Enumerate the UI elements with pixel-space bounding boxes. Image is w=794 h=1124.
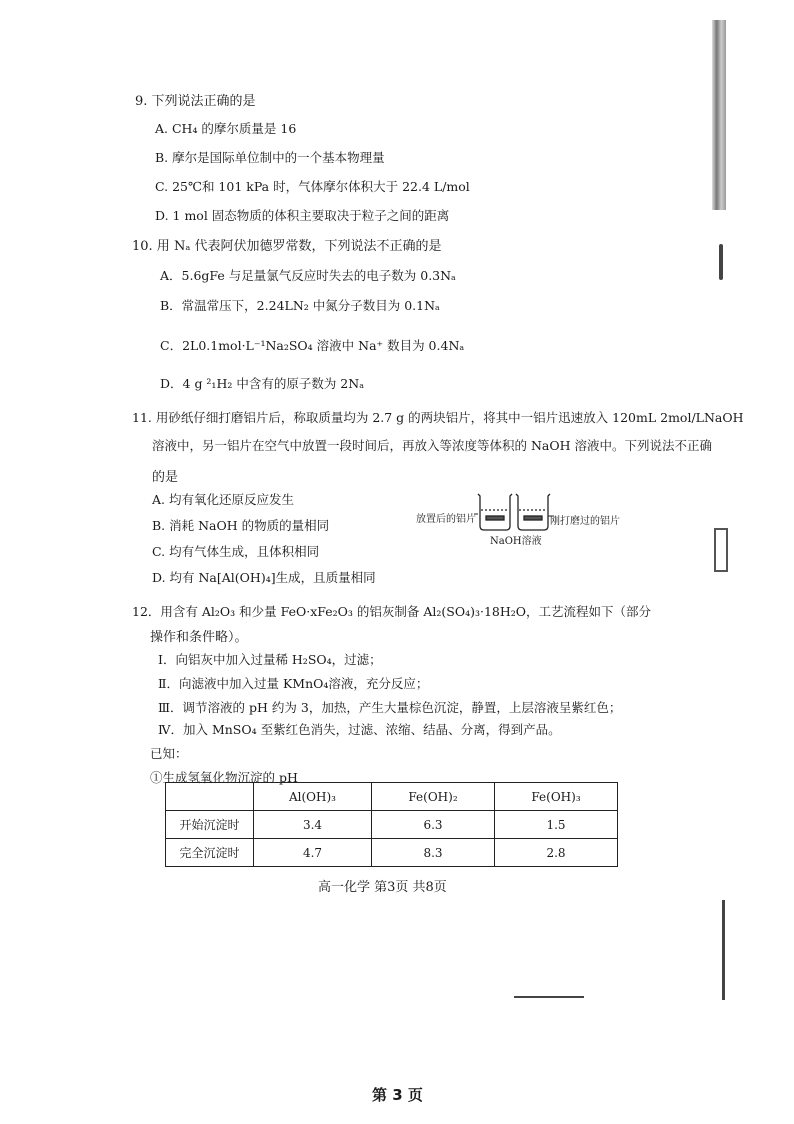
beakers-figure [474,490,554,534]
scan-mark-top-right [712,20,726,210]
q10-stem: 10. 用 Nₐ 代表阿伏加德罗常数，下列说法不正确的是 [132,239,442,254]
table-row-label: 开始沉淀时 [166,811,254,839]
beaker-right [516,494,550,530]
q9-option-a: A. CH₄ 的摩尔质量是 16 [155,121,297,136]
page-number-label: 第 3 页 [372,1086,423,1104]
table-cell: 2.8 [495,839,618,867]
q12-known: 已知： [150,746,188,761]
q12-step-1: Ⅰ．向铝灰中加入过量稀 H₂SO₄，过滤； [158,652,382,667]
q12-step-2: Ⅱ．向滤液中加入过量 KMnO₄溶液，充分反应； [158,676,429,691]
page-footer: 高一化学 第3页 共8页 [318,880,447,895]
q10-option-d: D．4 g ²₁H₂ 中含有的原子数为 2Nₐ [160,376,365,391]
table-header-corner [166,783,254,811]
q10-option-a: A．5.6gFe 与足量氯气反应时失去的电子数为 0.3Nₐ [160,268,456,283]
fig-bottom-label: NaOH溶液 [490,536,542,547]
q11-option-a: A. 均有氧化还原反应发生 [152,492,294,507]
q11-option-c: C. 均有气体生成，且体积相同 [152,544,320,559]
table-header-cell: Al(OH)₃ [254,783,372,811]
table-row-label: 完全沉淀时 [166,839,254,867]
q12-stem-line1: 12．用含有 Al₂O₃ 和少量 FeO·xFe₂O₃ 的铝灰制备 Al₂(SO₄)₃·18H₂O，工艺流程如下（部分 [132,604,652,619]
table-cell: 6.3 [372,811,495,839]
table-row [166,811,618,839]
table-caption: ①生成氢氧化物沉淀的 pH [150,770,298,785]
fig-right-label: 刚打磨过的铝片 [550,516,620,527]
q11-stem-line3: 的是 [152,470,179,485]
q12-stem-line2: 操作和条件略）。 [150,630,248,645]
table-cell: 8.3 [372,839,495,867]
q9-option-d: D. 1 mol 固态物质的体积主要取决于粒子之间的距离 [155,208,450,223]
scan-mark-bottom-right [722,900,725,1000]
q11-option-b: B. 消耗 NaOH 的物质的量相同 [152,518,330,533]
beaker-left [478,494,512,530]
table-row [166,839,618,867]
table-header-cell: Fe(OH)₃ [495,783,618,811]
table-header-row [166,783,618,811]
q10-option-c: C．2L0.1mol·L⁻¹Na₂SO₄ 溶液中 Na⁺ 数目为 0.4Nₐ [160,338,465,353]
q9-option-b: B. 摩尔是国际单位制中的一个基本物理量 [155,150,385,165]
q10-option-b: B．常温常压下，2.24LN₂ 中氮分子数目为 0.1Nₐ [160,298,440,313]
table-cell: 1.5 [495,811,618,839]
q11-stem-line2: 溶液中，另一铝片在空气中放置一段时间后，再放入等浓度等体积的 NaOH 溶液中。下列说法不正确 [152,438,712,453]
scan-mark-paren [719,244,723,280]
q12-step-3: Ⅲ．调节溶液的 pH 约为 3，加热，产生大量棕色沉淀，静置，上层溶液呈紫红色； [158,700,622,715]
scan-mark-bracket [714,528,728,572]
ph-table [165,782,618,867]
q9-option-c: C. 25℃和 101 kPa 时，气体摩尔体积大于 22.4 L/mol [155,179,470,194]
q11-option-d: D. 均有 Na[Al(OH)₄]生成，且质量相同 [152,570,376,585]
q12-step-4: Ⅳ．加入 MnSO₄ 至紫红色消失，过滤、浓缩、结晶、分离，得到产品。 [158,722,561,737]
table-cell: 3.4 [254,811,372,839]
fig-left-label: 放置后的铝片 [416,514,476,525]
table-cell: 4.7 [254,839,372,867]
table-header-cell: Fe(OH)₂ [372,783,495,811]
q11-stem-line1: 11. 用砂纸仔细打磨铝片后，称取质量均为 2.7 g 的两块铝片，将其中一铝片迅速放入 120mL 2mol/LNaOH [132,410,744,425]
q9-stem: 9. 下列说法正确的是 [135,94,256,109]
scan-mark-bottom-line [514,996,584,998]
